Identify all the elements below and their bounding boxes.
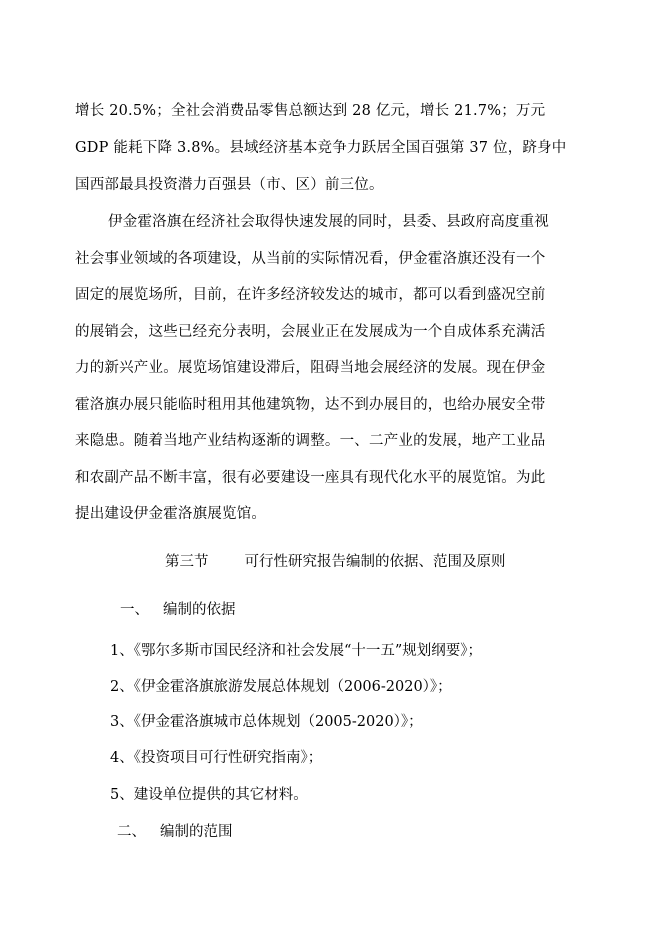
list-item-text: 《投资项目可行性研究指南》； [133,750,323,766]
paragraph-2-line-7: 来隐患。随着当地产业结构逐渐的调整。一、二产业的发展，地产工业品 [75,433,546,449]
list-item [110,785,308,805]
list-item [110,641,482,661]
list-item-text: 《鄂尔多斯市国民经济和社会发展“十一五”规划纲要》； [133,643,483,659]
paragraph-2-line-3: 固定的展览场所，目前，在许多经济较发达的城市，都可以看到盛况空前 [75,287,546,303]
subsection-2-heading [117,822,233,842]
subsection-2-number: 二、 [117,824,146,840]
list-item [110,748,322,768]
subsection-1-number: 一、 [120,602,149,618]
subsection-1-title: 编制的依据 [163,602,236,618]
section-heading [165,552,506,572]
paragraph-2-line-6: 霍洛旗办展只能临时租用其他建筑物，达不到办展目的，也给办展安全带 [75,397,546,413]
paragraph-1-line-1: 增长 20.5%；全社会消费品零售总额达到 28 亿元，增长 21.7%；万元 [75,103,546,119]
subsection-2-title: 编制的范围 [160,824,233,840]
section-title: 可行性研究报告编制的依据、范围及原则 [244,554,506,570]
section-number: 第三节 [165,554,209,570]
subsection-1-heading [120,600,236,620]
paragraph-2-line-1: 伊金霍洛旗在经济社会取得快速发展的同时，县委、县政府高度重视 [108,214,549,230]
paragraph-2-line-4: 的展销会，这些已经充分表明，会展业正在发展成为一个自成体系充满活 [75,324,546,340]
paragraph-2-line-5: 力的新兴产业。展览场馆建设滞后，阻碍当地会展经济的发展。现在伊金 [75,360,546,376]
list-item [110,712,423,732]
list-item-text: 建设单位提供的其它材料。 [133,787,308,803]
list-item-number: 1、 [110,643,134,659]
paragraph-2-line-2: 社会事业领域的各项建设，从当前的实际情况看，伊金霍洛旗还没有一个 [75,251,546,267]
paragraph-1-line-2: GDP 能耗下降 3.8%。县域经济基本竞争力跃居全国百强第 37 位，跻身中 [75,140,567,156]
list-item-number: 3、 [110,714,134,730]
list-item-number: 4、 [110,750,134,766]
list-item-number: 2、 [110,679,134,695]
list-item-number: 5、 [110,787,134,803]
paragraph-2-line-8: 和农副产品不断丰富，很有必要建设一座具有现代化水平的展览馆。为此 [75,470,546,486]
list-item [110,677,452,697]
list-item-text: 《伊金霍洛旗城市总体规划（2005-2020）》； [133,714,423,730]
list-item-text: 《伊金霍洛旗旅游发展总体规划（2006-2020）》； [133,679,452,695]
paragraph-2-line-9: 提出建设伊金霍洛旗展览馆。 [75,506,267,522]
paragraph-1-line-3: 国西部最具投资潜力百强县（市、区）前三位。 [75,177,384,193]
